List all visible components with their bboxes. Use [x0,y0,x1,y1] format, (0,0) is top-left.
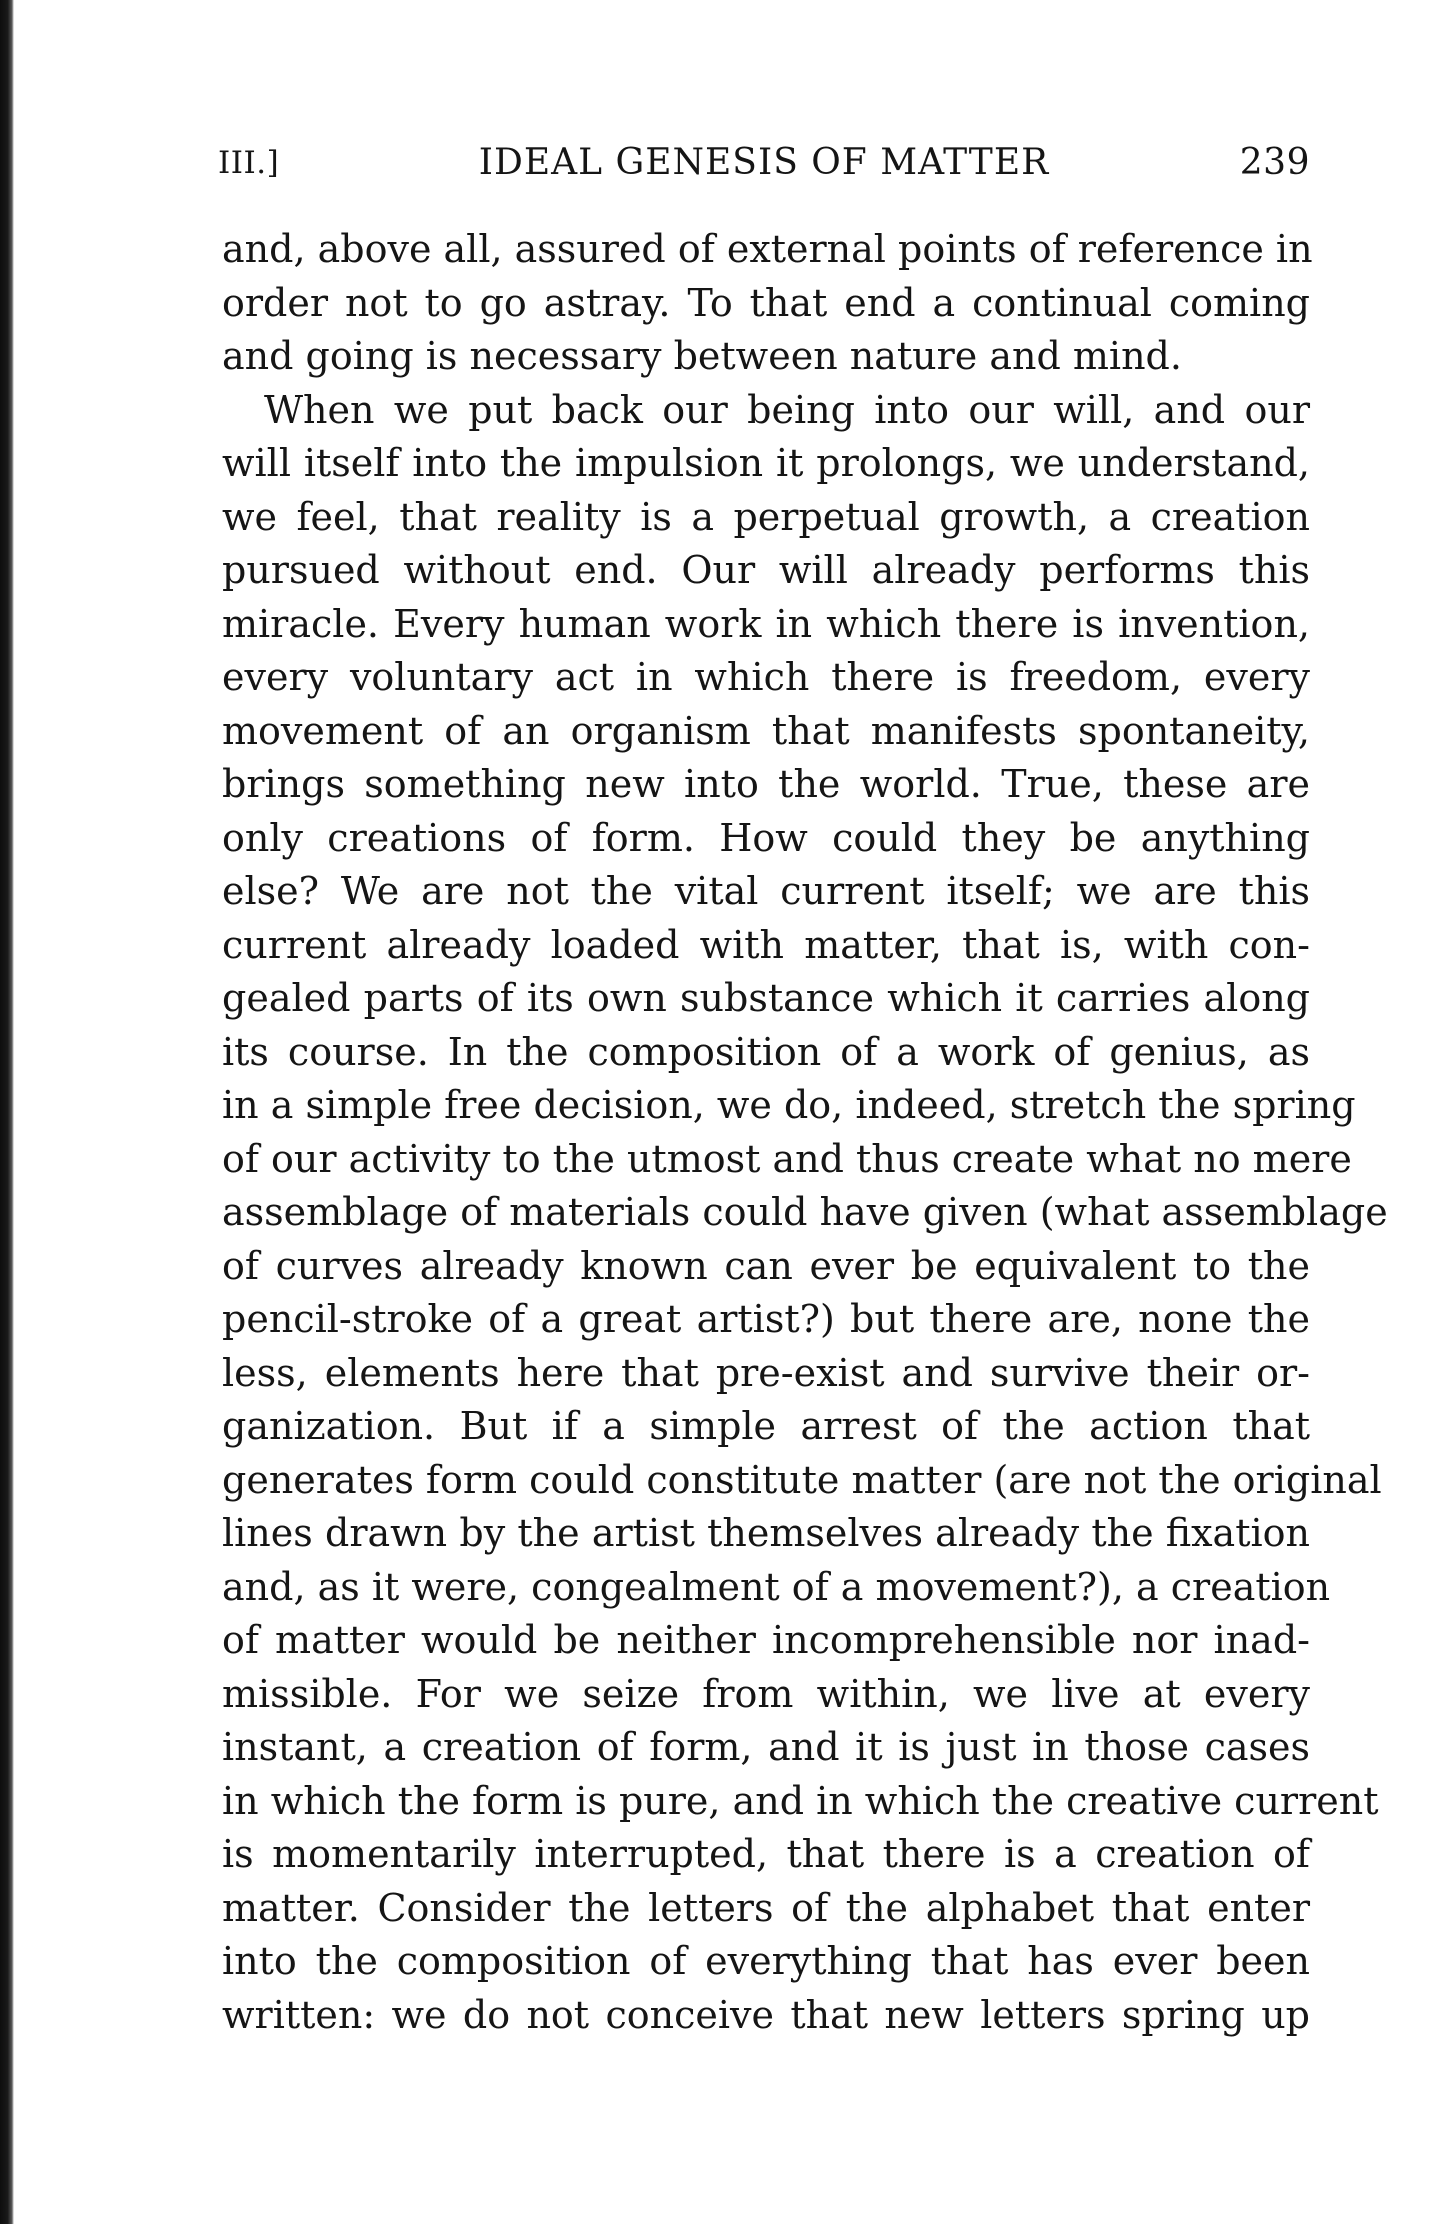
running-title: IDEAL GENESIS OF MATTER [478,142,1050,183]
text-line: missible. For we seize from within, we live at every [222,1671,1310,1716]
text-line: in a simple free decision, we do, indeed, stretch the spring [222,1083,1356,1127]
text-line: else? We are not the vital current itself; we are this [222,869,1310,913]
text-line: and, above all, assured of external points of reference in [222,227,1313,271]
text-line: generates form could constitute matter (are not the original [222,1457,1382,1502]
text-line: and, as it were, congealment of a movement?), a creation [222,1564,1331,1609]
chapter-section-marker: III.] [218,145,280,181]
text-line: gealed parts of its own substance which it carries along [222,976,1310,1020]
text-line: into the composition of everything that has ever been [222,1939,1310,1983]
text-line: of matter would be neither incomprehensible nor inad- [222,1618,1310,1662]
text-line: miracle. Every human work in which there is invention, [222,601,1310,646]
text-line: in which the form is pure, and in which the creative current [222,1778,1379,1823]
text-line: pursued without end. Our will already performs this [222,548,1310,592]
text-line: less, elements here that pre-exist and survive their or- [222,1350,1310,1395]
text-line: assemblage of materials could have given (what assemblage [222,1190,1388,1234]
text-line: will itself into the impulsion it prolongs, we understand, [222,441,1310,485]
text-line: written: we do not conceive that new letters spring up [222,1992,1310,2037]
text-line: every voluntary act in which there is freedom, every [222,655,1310,699]
text-line: of curves already known can ever be equivalent to the [222,1243,1310,1288]
book-spine-shadow [0,0,14,2224]
text-line: of our activity to the utmost and thus create what no mere [222,1136,1352,1181]
text-line: we feel, that reality is a perpetual growth, a creation [222,494,1310,539]
text-line: ganization. But if a simple arrest of the action that [222,1404,1310,1448]
running-header [218,138,1310,188]
body-text [222,223,1388,2042]
text-line: and going is necessary between nature and mind. [222,334,1182,378]
text-line: order not to go astray. To that end a continual coming [222,280,1310,325]
text-line: current already loaded with matter, that is, with con- [222,922,1310,967]
page-number: 239 [1239,142,1310,183]
text-line: pencil-stroke of a great artist?) but there are, none the [222,1297,1310,1341]
text-line: only creations of form. How could they be anything [222,815,1310,860]
text-line: instant, a creation of form, and it is just in those cases [222,1725,1310,1769]
paragraph-start-line: When we put back our being into our will, and our [264,387,1310,432]
text-line: lines drawn by the artist themselves already the fixation [222,1511,1310,1555]
text-line: matter. Consider the letters of the alphabet that enter [222,1885,1310,1930]
text-line: movement of an organism that manifests spontaneity, [222,708,1310,753]
text-line: its course. In the composition of a work of genius, as [222,1029,1310,1074]
text-line: is momentarily interrupted, that there is a creation of [222,1832,1310,1876]
text-line: brings something new into the world. True, these are [222,762,1310,806]
